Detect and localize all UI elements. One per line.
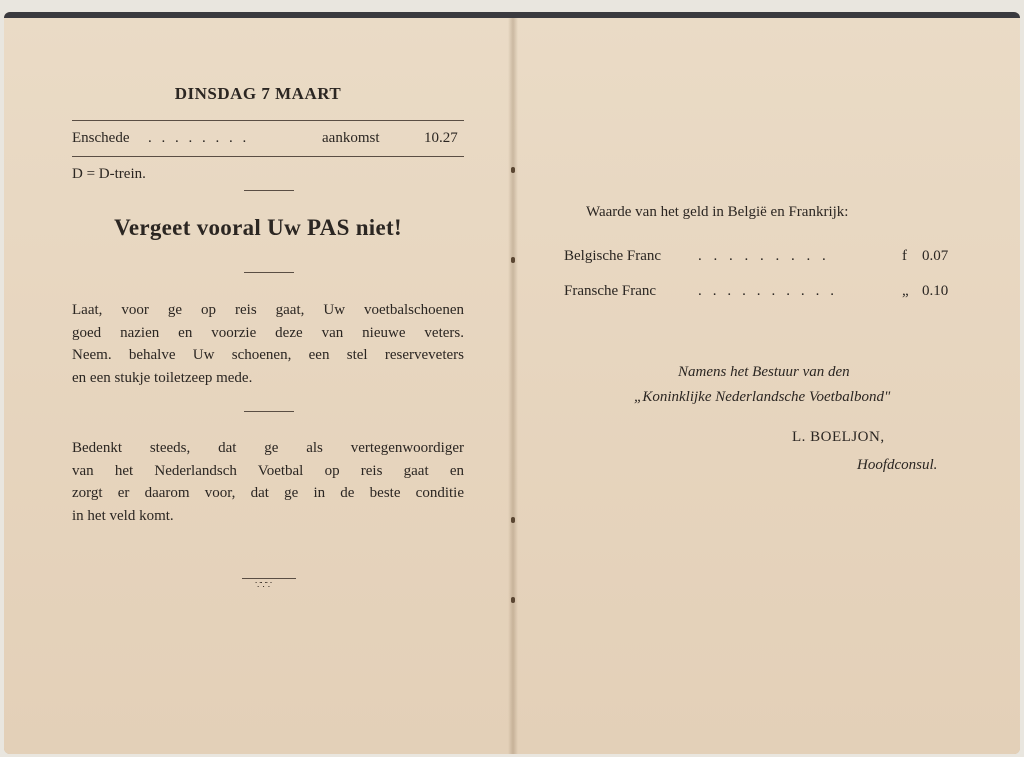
notice-headline: Vergeet vooral Uw PAS niet!: [114, 215, 402, 240]
staple-mark: [511, 167, 515, 173]
schedule-dots: . . . . . . . .: [148, 130, 250, 146]
divider-line: [72, 156, 464, 157]
currency-title: Waarde van het geld in België en Frankrijk:: [586, 204, 849, 220]
paragraph-line: goed nazien en voorzie deze van nieuwe veters.: [72, 324, 464, 341]
rate-name-belgian: Belgische Franc: [564, 248, 662, 264]
train-legend: D = D-trein.: [72, 166, 146, 182]
rate-value-belgian: 0.07: [922, 248, 949, 264]
booklet-spine: [508, 12, 518, 754]
rate-value-french: 0.10: [922, 283, 949, 299]
rate-symbol-french: „: [902, 283, 909, 299]
short-rule: [244, 272, 294, 273]
paragraph-line: Laat, voor ge op reis gaat, Uw voetbalschoenen: [72, 302, 464, 318]
paragraph-line: in het veld komt.: [72, 507, 174, 524]
page-heading: DINSDAG 7 MAART: [174, 84, 342, 103]
staple-mark: [511, 597, 515, 603]
schedule-time: 10.27: [424, 130, 458, 146]
paragraph-line: Neem. behalve Uw schoenen, een stel reserveveters: [72, 347, 464, 363]
staple-mark: [511, 517, 515, 523]
closing-line-1: Namens het Bestuur van den: [678, 364, 850, 380]
schedule-label: aankomst: [322, 130, 380, 146]
divider-line: [72, 120, 464, 121]
ornament-rule: [242, 578, 296, 579]
staple-mark: [511, 257, 515, 263]
paragraph-line: zorgt er daarom voor, dat ge in de beste conditie: [72, 485, 464, 501]
paragraph-line: Bedenkt steeds, dat ge als vertegenwoordiger: [72, 440, 464, 456]
paragraph-preparation: [72, 299, 464, 389]
paragraph-line: en een stukje toiletzeep mede.: [72, 369, 253, 386]
booklet: [4, 12, 1020, 754]
closing-line-2: „Koninklijke Nederlandsche Voetbalbond": [634, 389, 891, 405]
rate-dots-belgian: . . . . . . . . .: [698, 248, 830, 264]
rate-name-french: Fransche Franc: [564, 283, 657, 299]
signatory-title: Hoofdconsul.: [857, 457, 938, 473]
rate-symbol-belgian: f: [902, 248, 907, 264]
rate-dots-french: . . . . . . . . . .: [698, 283, 838, 299]
left-page: [4, 12, 512, 754]
schedule-station: Enschede: [72, 130, 130, 146]
paragraph-line: van het Nederlandsch Voetbal op reis gaat en: [72, 462, 464, 479]
short-rule: [244, 411, 294, 412]
right-page: [512, 12, 1020, 754]
paragraph-conduct: [72, 437, 464, 527]
signatory-name: L. BOELJON,: [792, 429, 885, 445]
cover-edge: [4, 12, 1020, 18]
short-rule: [244, 190, 294, 191]
ornament-dots-icon: ∵∵∵: [255, 580, 272, 591]
